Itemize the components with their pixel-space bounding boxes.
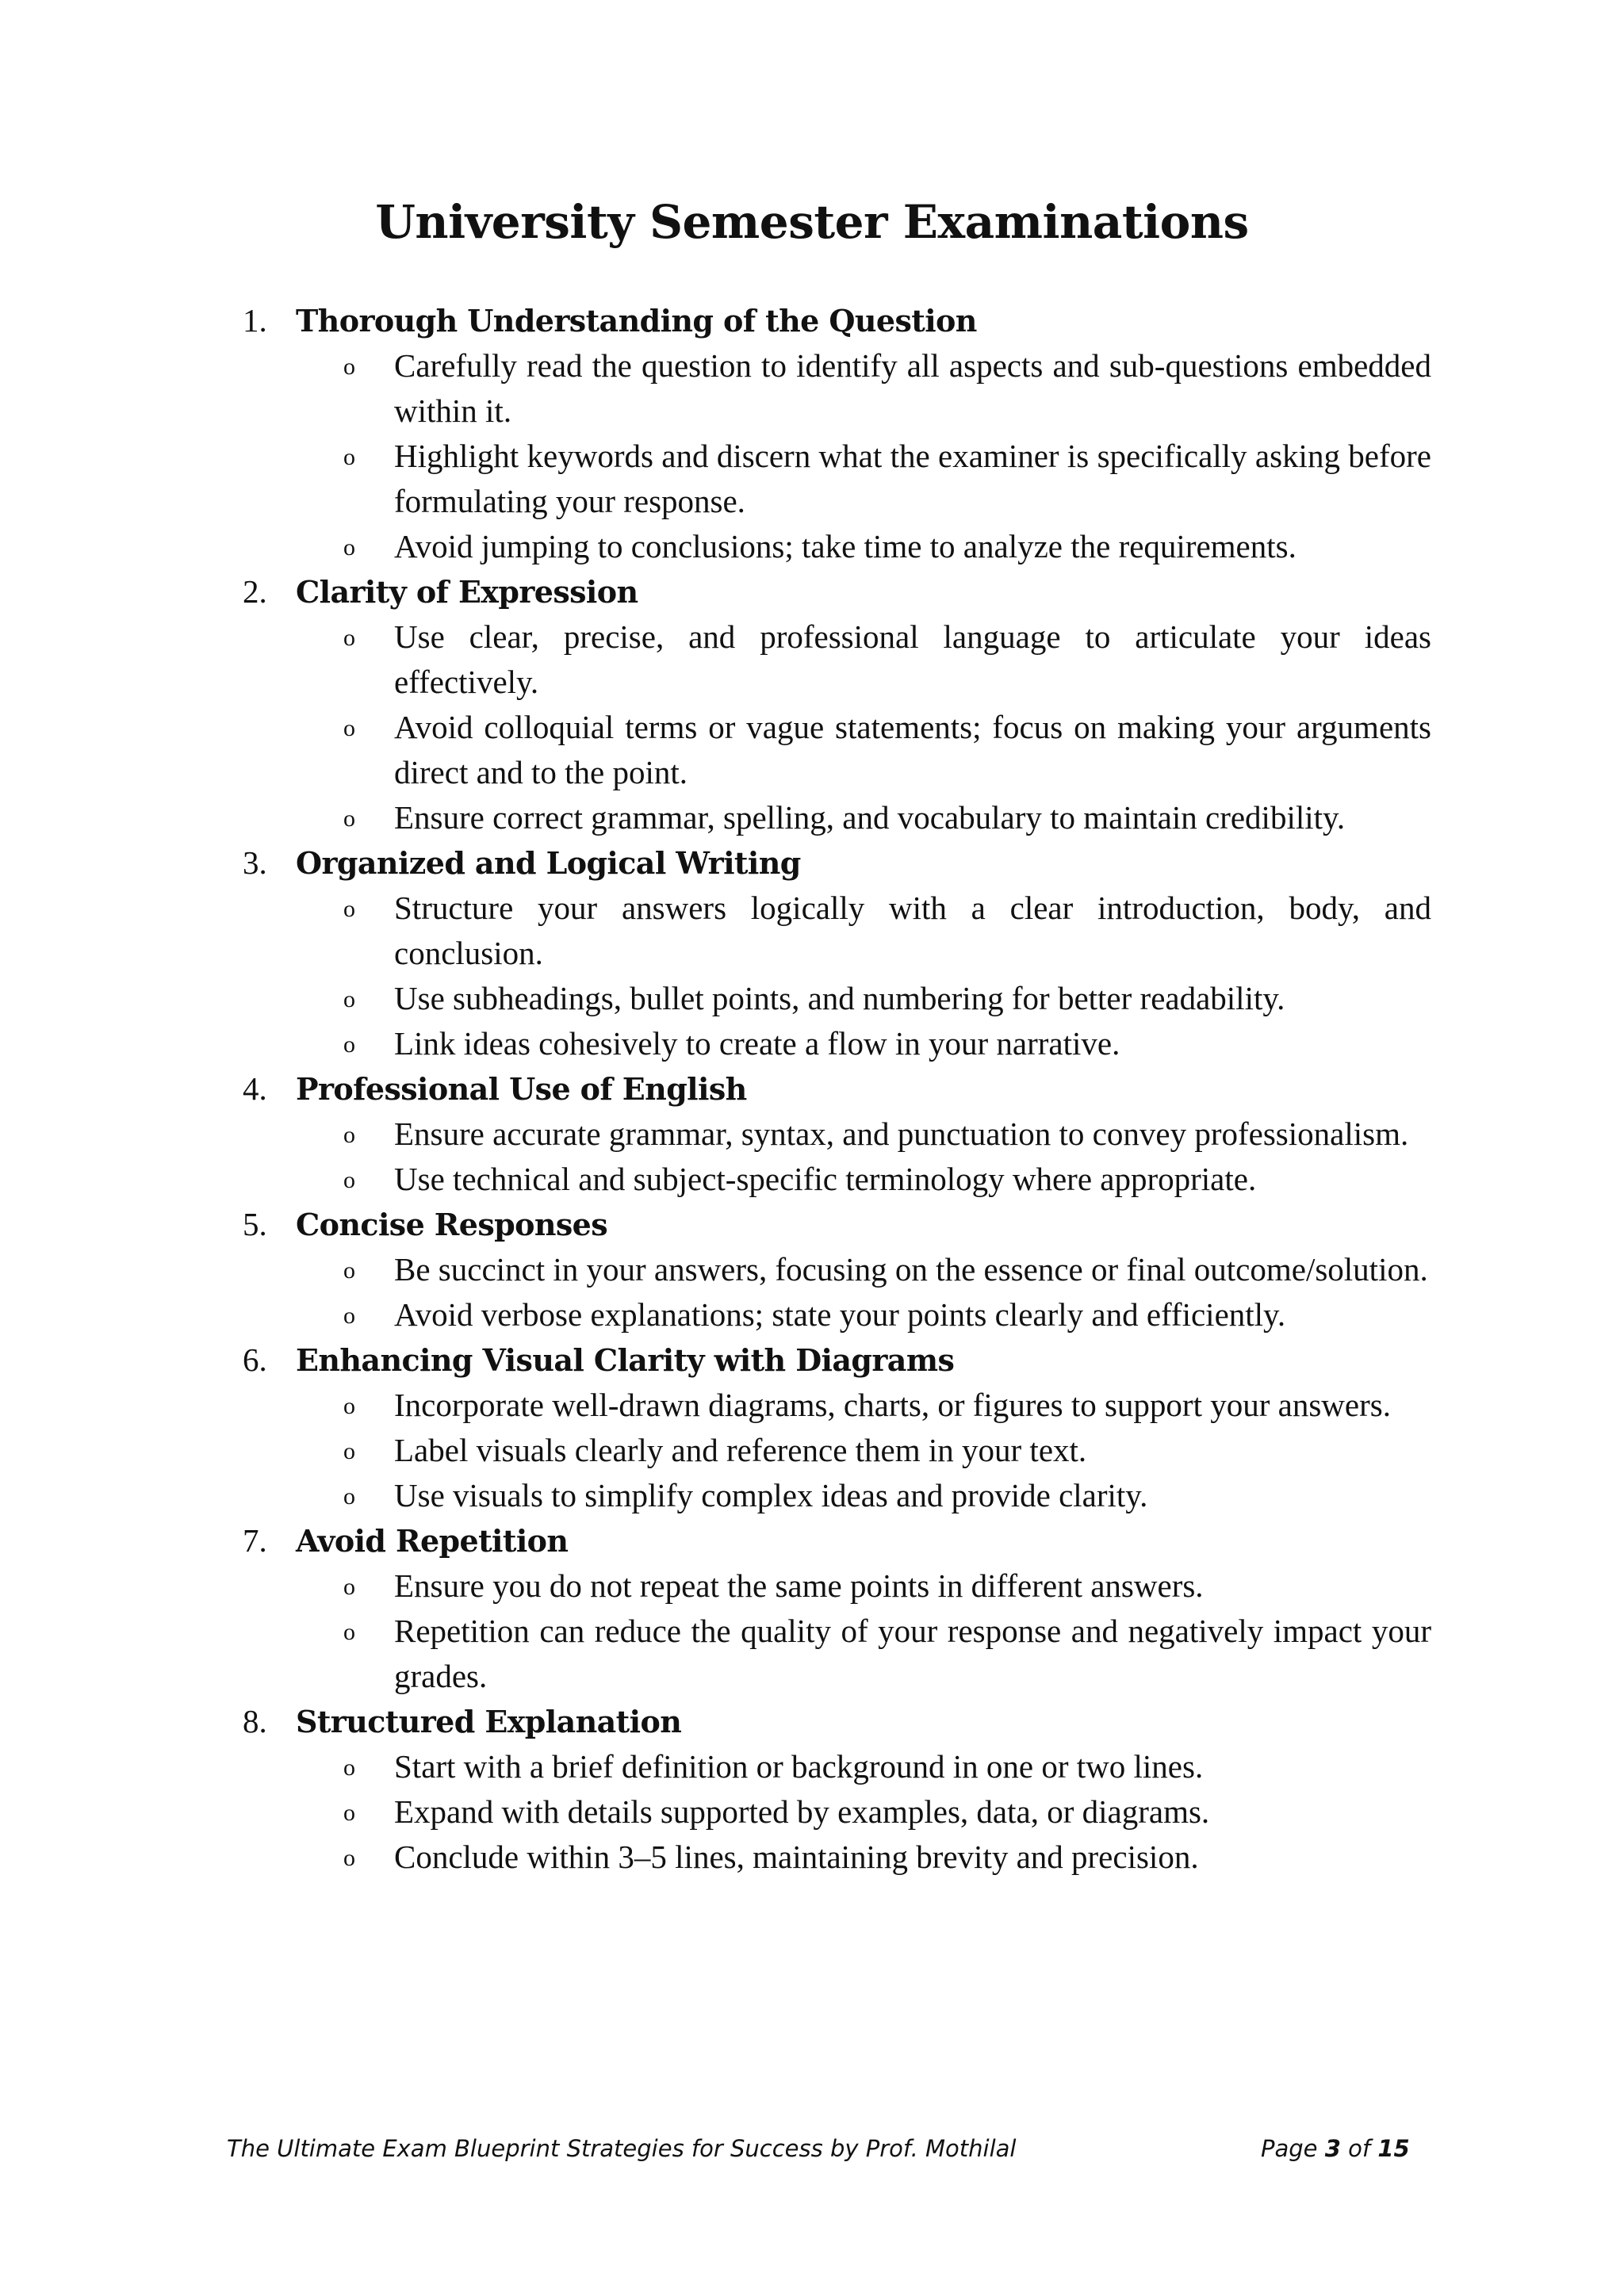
section-heading-row xyxy=(0,1202,1624,1247)
bullet-icon: o xyxy=(343,1438,355,1464)
list-section xyxy=(0,1699,1624,1880)
list-item xyxy=(0,795,1624,840)
bullet-icon: o xyxy=(343,1755,355,1781)
list-item xyxy=(0,1383,1624,1428)
page-total: 15 xyxy=(1377,2135,1410,2162)
bullet-text: Use subheadings, bullet points, and numbering for better readability. xyxy=(394,980,1285,1016)
list-section xyxy=(0,1066,1624,1202)
section-heading-row xyxy=(0,1337,1624,1383)
section-heading: Professional Use of English xyxy=(296,1071,747,1107)
section-heading: Enhancing Visual Clarity with Diagrams xyxy=(296,1342,955,1378)
bullet-text: Structure your answers logically with a clear introduction, body, and conclusion. xyxy=(394,890,1431,971)
list-item xyxy=(0,705,1624,795)
bullet-icon: o xyxy=(343,1845,355,1871)
page-current: 3 xyxy=(1324,2135,1341,2162)
list-item xyxy=(0,976,1624,1021)
bullet-text: Avoid colloquial terms or vague statements; focus on making your arguments direct and to the point. xyxy=(394,709,1431,790)
list-section xyxy=(0,840,1624,1066)
section-heading: Organized and Logical Writing xyxy=(296,845,801,881)
bullet-text: Highlight keywords and discern what the examiner is specifically asking before formulating your response. xyxy=(394,438,1431,519)
bullet-text: Conclude within 3–5 lines, maintaining brevity and precision. xyxy=(394,1839,1199,1875)
bullet-text: Be succinct in your answers, focusing on the essence or final outcome/solution. xyxy=(394,1251,1428,1288)
section-heading-row xyxy=(0,840,1624,886)
list-section xyxy=(0,1518,1624,1699)
list-item xyxy=(0,434,1624,524)
numbered-list xyxy=(0,298,1624,1880)
list-item xyxy=(0,1247,1624,1292)
bullet-icon: o xyxy=(343,354,355,380)
bullet-text: Carefully read the question to identify all aspects and sub-questions embedded within it. xyxy=(394,347,1431,429)
page-title: University Semester Examinations xyxy=(375,195,1249,249)
bullet-text: Repetition can reduce the quality of your response and negatively impact your grades. xyxy=(394,1613,1431,1694)
bullet-text: Use visuals to simplify complex ideas and provide clarity. xyxy=(394,1477,1148,1513)
bullet-text: Use clear, precise, and professional language to articulate your ideas effectively. xyxy=(394,618,1431,700)
section-number: 1. xyxy=(243,302,267,339)
section-number: 7. xyxy=(243,1522,267,1559)
page-mid: of xyxy=(1340,2135,1378,2162)
list-item xyxy=(0,1292,1624,1337)
section-heading: Avoid Repetition xyxy=(296,1523,569,1559)
section-heading: Clarity of Expression xyxy=(296,574,638,610)
section-heading: Concise Responses xyxy=(296,1207,608,1242)
section-number: 6. xyxy=(243,1341,267,1378)
bullet-icon: o xyxy=(343,715,355,741)
list-section xyxy=(0,1202,1624,1337)
bullet-icon: o xyxy=(343,806,355,832)
page-prefix: Page xyxy=(1261,2135,1325,2162)
bullet-icon: o xyxy=(343,1393,355,1419)
section-heading-row xyxy=(0,1699,1624,1744)
list-item xyxy=(0,1744,1624,1789)
bullet-icon: o xyxy=(343,534,355,561)
bullet-text: Label visuals clearly and reference them in your text. xyxy=(394,1432,1087,1468)
section-heading-row xyxy=(0,1518,1624,1563)
bullet-text: Avoid jumping to conclusions; take time to analyze the requirements. xyxy=(394,528,1297,564)
list-item xyxy=(0,524,1624,569)
bullet-icon: o xyxy=(343,986,355,1012)
list-section xyxy=(0,1337,1624,1518)
bullet-icon: o xyxy=(343,1031,355,1058)
list-item xyxy=(0,1835,1624,1880)
list-item xyxy=(0,1789,1624,1835)
bullet-icon: o xyxy=(343,1800,355,1826)
bullet-text: Ensure correct grammar, spelling, and vocabulary to maintain credibility. xyxy=(394,799,1346,836)
bullet-icon: o xyxy=(343,896,355,922)
list-item xyxy=(0,1021,1624,1066)
list-section xyxy=(0,298,1624,569)
section-heading: Thorough Understanding of the Question xyxy=(296,303,977,339)
bullet-icon: o xyxy=(343,625,355,651)
list-section xyxy=(0,569,1624,840)
bullet-text: Expand with details supported by examples, data, or diagrams. xyxy=(394,1793,1210,1830)
footer-page-number xyxy=(1261,2133,1410,2164)
list-item xyxy=(0,1563,1624,1609)
bullet-icon: o xyxy=(343,1167,355,1193)
footer-book-title: The Ultimate Exam Blueprint Strategies for Success by Prof. Mothilal xyxy=(227,2135,1017,2162)
section-number: 4. xyxy=(243,1070,267,1107)
bullet-text: Ensure accurate grammar, syntax, and punctuation to convey professionalism. xyxy=(394,1115,1409,1152)
list-item xyxy=(0,1428,1624,1473)
bullet-icon: o xyxy=(343,1122,355,1148)
bullet-text: Ensure you do not repeat the same points in different answers. xyxy=(394,1567,1204,1604)
section-heading-row xyxy=(0,1066,1624,1112)
bullet-icon: o xyxy=(343,1483,355,1510)
bullet-icon: o xyxy=(343,1303,355,1329)
section-number: 5. xyxy=(243,1206,267,1242)
list-item xyxy=(0,614,1624,705)
bullet-text: Use technical and subject-specific terminology where appropriate. xyxy=(394,1161,1257,1197)
section-number: 3. xyxy=(243,844,267,881)
list-item xyxy=(0,1157,1624,1202)
section-heading-row xyxy=(0,569,1624,614)
section-heading-row xyxy=(0,298,1624,343)
bullet-text: Link ideas cohesively to create a flow in your narrative. xyxy=(394,1025,1120,1062)
section-number: 2. xyxy=(243,573,267,610)
bullet-icon: o xyxy=(343,1257,355,1284)
list-item xyxy=(0,886,1624,976)
bullet-icon: o xyxy=(343,444,355,470)
list-item xyxy=(0,1112,1624,1157)
section-number: 8. xyxy=(243,1703,267,1739)
bullet-icon: o xyxy=(343,1619,355,1645)
list-item xyxy=(0,1609,1624,1699)
bullet-text: Start with a brief definition or background in one or two lines. xyxy=(394,1748,1204,1785)
bullet-icon: o xyxy=(343,1574,355,1600)
bullet-text: Avoid verbose explanations; state your points clearly and efficiently. xyxy=(394,1296,1286,1333)
bullet-text: Incorporate well-drawn diagrams, charts, or figures to support your answers. xyxy=(394,1387,1391,1423)
list-item xyxy=(0,1473,1624,1518)
section-heading: Structured Explanation xyxy=(296,1704,682,1739)
list-item xyxy=(0,343,1624,434)
